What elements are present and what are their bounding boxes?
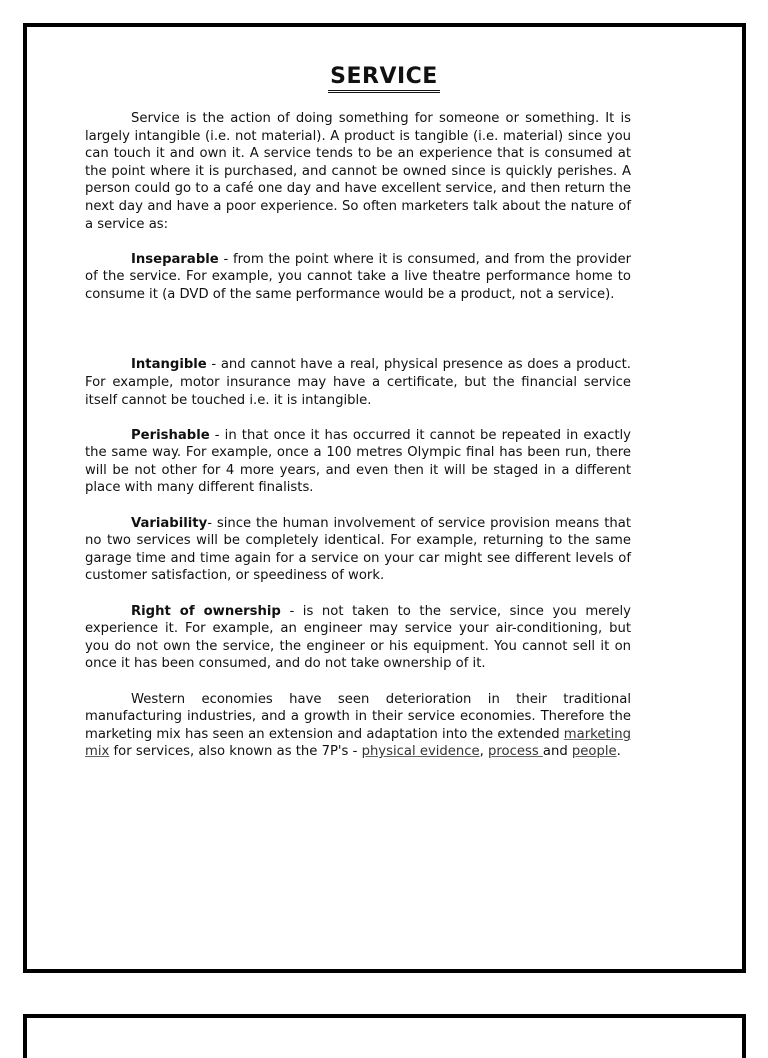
page-title <box>0 64 768 93</box>
ownership-text: - is not taken to the service, since you merely experience it. For example, an engineer may service your air-conditioning, but you do not own the service, the engineer or his equipment. You cannot sell it on once it has been consumed, and do not take ownership of it. <box>85 603 631 672</box>
perishable-text: - in that once it has occurred it cannot be repeated in exactly the same way. For example, once a 100 metres Olympic final has been run, there will be not other for 4 more years, and even then it will be staged in a different place with many different finalists. <box>85 427 631 496</box>
ownership-term: Right of ownership <box>131 603 281 619</box>
closing-paragraph <box>85 691 631 761</box>
process-link[interactable]: process <box>488 744 543 760</box>
document-body <box>85 110 631 761</box>
intangible-paragraph <box>85 356 631 409</box>
variability-text: - since the human involvement of service provision means that no two services will be completely identical. For example, returning to the same garage time and time again for a service on your car might see different levels of customer satisfaction, or speediness of work. <box>85 515 631 584</box>
intro-paragraph: Service is the action of doing something for someone or something. It is largely intangible (i.e. not material). A product is tangible (i.e. material) since you can touch it and own it. A service tends to be an experience that is consumed at the point where it is purchased, and cannot be owned since is quickly perishes. A person could go to a café one day and have excellent service, and then return the next day and have a poor experience. So often marketers talk about the nature of a service as: <box>85 111 631 232</box>
closing-text-before: Western economies have seen deterioration in their traditional manufacturing industries, and a growth in their service economies. Therefore the marketing mix has seen an extension and adaptation into the extended <box>85 691 631 742</box>
marketing-mix-link[interactable]: marketing mix <box>85 726 631 760</box>
closing-sep-2: and <box>542 744 572 760</box>
variability-term: Variability <box>131 515 208 531</box>
next-page-border <box>23 1014 746 1058</box>
intangible-text: - and cannot have a real, physical presence as does a product. For example, motor insurance may have a certificate, but the financial service itself cannot be touched i.e. it is intangible. <box>85 357 631 408</box>
intangible-term: Intangible <box>131 357 207 373</box>
page-title-text: SERVICE <box>328 65 440 93</box>
perishable-paragraph <box>85 427 631 497</box>
physical-evidence-link[interactable]: physical evidence <box>361 744 480 760</box>
closing-end: . <box>616 744 621 760</box>
inseparable-term: Inseparable <box>131 251 219 267</box>
closing-text-mid: for services, also known as the 7P's - <box>109 744 362 760</box>
people-link[interactable]: people <box>571 744 617 760</box>
inseparable-paragraph <box>85 251 631 304</box>
variability-paragraph <box>85 515 631 585</box>
closing-sep-1: , <box>479 744 489 760</box>
ownership-paragraph <box>85 603 631 673</box>
perishable-term: Perishable <box>131 427 210 443</box>
inseparable-text: - from the point where it is consumed, and from the provider of the service. For example, you cannot take a live theatre performance home to consume it (a DVD of the same performance would be a product, not a service). <box>85 251 631 302</box>
